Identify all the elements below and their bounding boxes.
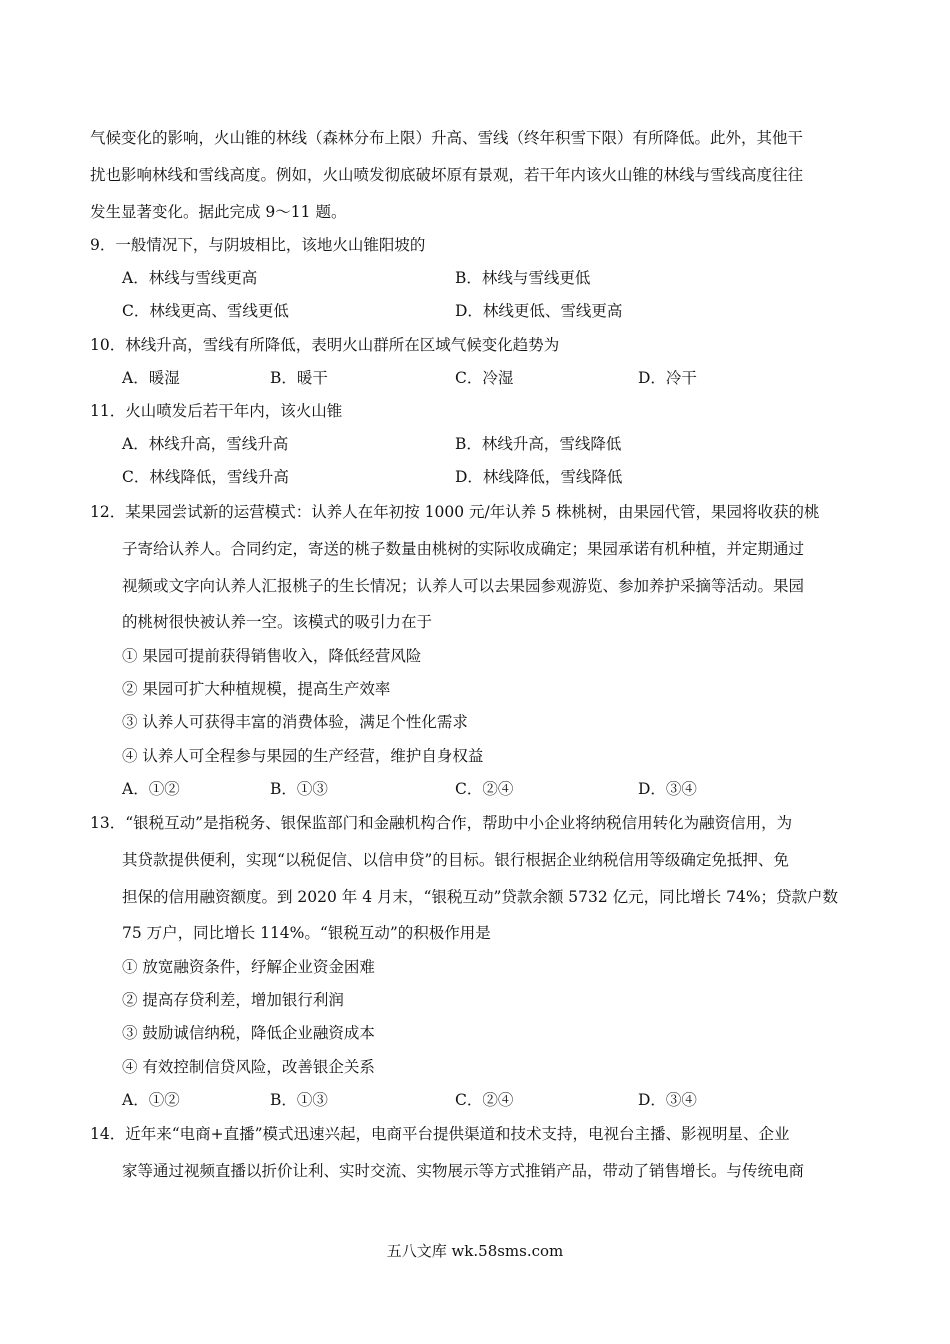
q12-option-a: A．①② (122, 780, 180, 798)
q14-stem-line-2: 家等通过视频直播以折价让利、实时交流、实物展示等方式推销产品，带动了销售增长。与传统电商 (122, 1162, 805, 1180)
q11-option-d: D．林线降低，雪线降低 (455, 468, 623, 486)
q13-option-b: B．①③ (270, 1091, 328, 1109)
q13-option-c: C．②④ (455, 1091, 514, 1109)
q13-item-4: ④ 有效控制信贷风险，改善银企关系 (122, 1058, 375, 1076)
intro-line-1: 气候变化的影响，火山锥的林线（森林分布上限）升高、雪线（终年积雪下限）有所降低。此外，其他干 (90, 129, 804, 147)
q9-option-a: A．林线与雪线更高 (122, 269, 258, 287)
q11-stem: 11．火山喷发后若干年内，该火山锥 (90, 402, 343, 420)
q11-option-a: A．林线升高，雪线升高 (122, 435, 289, 453)
q10-option-c: C．冷湿 (455, 369, 514, 387)
q11-option-b: B．林线升高，雪线降低 (455, 435, 622, 453)
q13-item-3: ③ 鼓励诚信纳税，降低企业融资成本 (122, 1024, 375, 1042)
q12-item-2: ② 果园可扩大种植规模，提高生产效率 (122, 680, 391, 698)
q9-option-c: C．林线更高、雪线更低 (122, 302, 289, 320)
page-footer: 五八文库 wk.58sms.com (386, 1242, 564, 1260)
q11-option-c: C．林线降低，雪线升高 (122, 468, 289, 486)
q12-item-4: ④ 认养人可全程参与果园的生产经营，维护自身权益 (122, 747, 484, 765)
q10-option-d: D．冷干 (638, 369, 697, 387)
q13-stem-line-4: 75 万户，同比增长 114%。“银税互动”的积极作用是 (122, 924, 491, 942)
q9-option-d: D．林线更低、雪线更高 (455, 302, 623, 320)
q9-stem: 9．一般情况下，与阴坡相比，该地火山锥阳坡的 (90, 236, 426, 254)
q12-option-d: D．③④ (638, 780, 697, 798)
q13-stem-line-2: 其贷款提供便利，实现“以税促信、以信申贷”的目标。银行根据企业纳税信用等级确定免抵押、免 (122, 851, 789, 869)
q12-stem-line-4: 的桃树很快被认养一空。该模式的吸引力在于 (122, 613, 433, 631)
q12-option-b: B．①③ (270, 780, 328, 798)
q12-stem-line-3: 视频或文字向认养人汇报桃子的生长情况；认养人可以去果园参观游览、参加养护采摘等活动。果园 (122, 577, 805, 595)
q13-option-d: D．③④ (638, 1091, 697, 1109)
q12-option-c: C．②④ (455, 780, 514, 798)
q13-stem-line-1: 13．“银税互动”是指税务、银保监部门和金融机构合作，帮助中小企业将纳税信用转化为融资信用，为 (90, 814, 793, 832)
intro-line-3: 发生显著变化。据此完成 9～11 题。 (90, 203, 347, 221)
q13-item-1: ① 放宽融资条件，纾解企业资金困难 (122, 958, 375, 976)
intro-line-2: 扰也影响林线和雪线高度。例如，火山喷发彻底破坏原有景观，若干年内该火山锥的林线与雪线高度往往 (90, 166, 804, 184)
q13-option-a: A．①② (122, 1091, 180, 1109)
q10-option-a: A．暖湿 (122, 369, 180, 387)
q12-stem-line-2: 子寄给认养人。合同约定，寄送的桃子数量由桃树的实际收成确定；果园承诺有机种植，并定期通过 (122, 540, 805, 558)
q12-stem-line-1: 12．某果园尝试新的运营模式：认养人在年初按 1000 元/年认养 5 株桃树，由果园代管，果园将收获的桃 (90, 503, 820, 521)
q10-option-b: B．暖干 (270, 369, 328, 387)
q12-item-3: ③ 认养人可获得丰富的消费体验，满足个性化需求 (122, 713, 468, 731)
q10-stem: 10．林线升高，雪线有所降低，表明火山群所在区域气候变化趋势为 (90, 336, 560, 354)
q9-option-b: B．林线与雪线更低 (455, 269, 591, 287)
q12-item-1: ① 果园可提前获得销售收入，降低经营风险 (122, 647, 422, 665)
q13-item-2: ② 提高存贷利差，增加银行利润 (122, 991, 344, 1009)
q14-stem-line-1: 14．近年来“电商+直播”模式迅速兴起，电商平台提供渠道和技术支持，电视台主播、影视明星、企业 (90, 1125, 790, 1143)
q13-stem-line-3: 担保的信用融资额度。到 2020 年 4 月末，“银税互动”贷款余额 5732 亿元，同比增长 74%；贷款户数 (122, 888, 839, 906)
